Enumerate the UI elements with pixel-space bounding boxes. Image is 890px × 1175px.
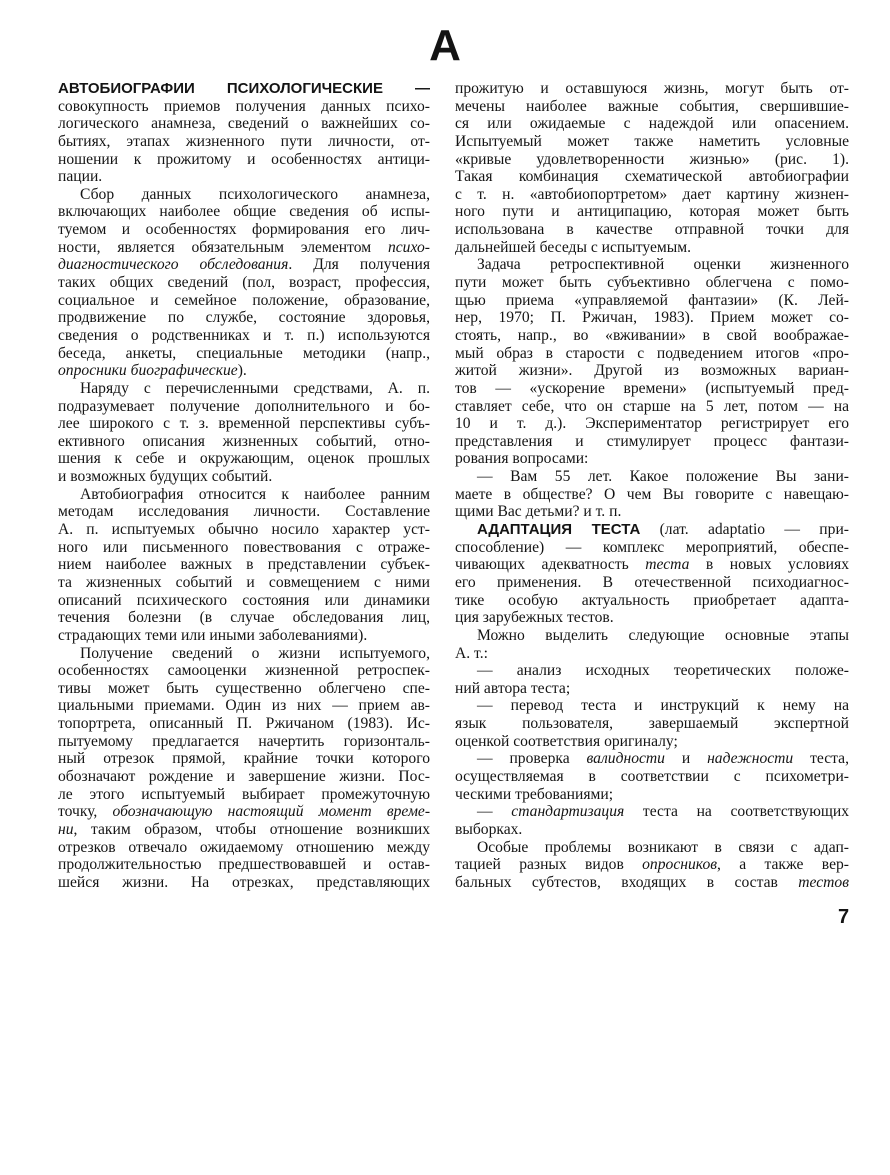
text-segment: житой жизни». Другой из возможных вариан- [455, 362, 849, 380]
entry-headword: АДАПТАЦИЯ ТЕСТА [477, 521, 641, 539]
text-line [455, 398, 849, 416]
text-segment: включающих наиболее общие сведения об испы- [58, 203, 430, 221]
text-segment: ективного описания жизненных событий, отно- [58, 432, 430, 450]
text-line [455, 645, 849, 663]
text-line [58, 486, 430, 504]
text-segment: туемом и особенностях формирования его лич- [58, 221, 430, 239]
text-segment: теста на соответствующих [624, 803, 849, 821]
text-line [58, 662, 430, 680]
text-segment: , таким образом, чтобы отношение возникших [73, 820, 430, 838]
text-line [58, 680, 430, 698]
text-segment: в новых условиях [689, 556, 849, 574]
text-segment: способление) — комплекс мероприятий, обеспе- [455, 538, 849, 556]
text-line [455, 151, 849, 169]
text-line [58, 733, 430, 751]
text-line [58, 627, 430, 645]
italic-cross-reference: ни [58, 820, 74, 838]
text-segment: течения болезни (в случае обследования лиц, [58, 609, 430, 627]
text-segment: ция зарубежных тестов. [455, 609, 614, 627]
text-line [455, 345, 849, 363]
text-segment: 10 и т. д.). Экспериментатор регистрирует его [455, 415, 849, 433]
text-line [455, 556, 849, 574]
text-line [58, 503, 430, 521]
text-line [455, 133, 849, 151]
text-segment: язык пользователя, завершаемый экспертной [455, 715, 849, 733]
text-line [58, 768, 430, 786]
text-segment: обозначают рождение и завершение жизни. Пос- [58, 767, 430, 785]
text-segment: теста, [793, 750, 849, 768]
text-line [455, 750, 849, 768]
text-segment: щью приема «управляемой фантазии» (К. Лей- [455, 291, 849, 309]
text-line [455, 609, 849, 627]
text-line [455, 115, 849, 133]
text-segment: продолжительностью предшествовавшей и остав- [58, 856, 430, 874]
text-line [58, 574, 430, 592]
text-line [58, 239, 430, 257]
text-line [58, 415, 430, 433]
text-line [58, 645, 430, 663]
text-segment: тацией разных видов [455, 856, 643, 874]
text-segment: шейся жизни. На отрезках, представляющих [58, 873, 430, 891]
text-segment: — [477, 803, 512, 821]
text-segment: ставляет себе, что он старше на 5 лет, потом — на [455, 397, 849, 415]
text-segment: ). [237, 362, 247, 380]
text-line [455, 715, 849, 733]
text-segment: шения к себе и окружающим, оценок прошлых [58, 450, 430, 468]
italic-cross-reference: надежности [707, 750, 794, 768]
text-segment: прожитую и оставшуюся жизнь, могут быть от- [455, 80, 849, 97]
text-line [58, 839, 430, 857]
text-segment: стоять, напр., во «вживании» в свой воображае- [455, 326, 849, 344]
text-segment: бытиях, этапах жизненного пути личности, от- [58, 132, 430, 150]
text-line [455, 168, 849, 186]
italic-cross-reference: психо- [387, 238, 430, 256]
text-segment: социальное и семейное положение, образование, [58, 291, 430, 309]
text-segment: Такая комбинация схематической автобиографии [455, 168, 849, 186]
text-line [455, 256, 849, 274]
text-segment: — перевод теста и инструкций к нему на [477, 697, 849, 715]
text-segment: ности, является обязательным элементом [58, 238, 388, 256]
italic-cross-reference: теста [645, 556, 690, 574]
text-segment: — анализ исходных теоретических положе- [477, 662, 849, 680]
text-segment: Автобиография относится к наиболее ранним [80, 485, 430, 503]
text-line [58, 433, 430, 451]
text-segment: та жизненных событий и совмещением с ними [58, 573, 430, 591]
text-segment: логического анамнеза, сведений о важнейших со- [58, 115, 430, 133]
text-line [455, 539, 849, 557]
text-segment: ний автора теста; [455, 679, 571, 697]
text-segment: Можно выделить следующие основные этапы [477, 626, 849, 644]
text-segment: пути может быть субъективно облегчена с помо- [455, 274, 849, 292]
text-segment: ного пути и антиципацию, которая может быть [455, 203, 849, 221]
text-segment: пации. [58, 168, 103, 186]
text-segment: сведения о родственниках и т. п.) используются [58, 326, 430, 344]
text-line [455, 662, 849, 680]
text-segment: точку, [58, 803, 113, 821]
text-segment: (лат. adaptatio — при- [640, 521, 849, 539]
text-segment: бальных субтестов, входящих в состав [455, 873, 799, 891]
section-letter-heading: А [429, 21, 461, 70]
text-segment: продвижение по службе, состояние здоровья, [58, 309, 430, 327]
text-segment: таких общих сведений (пол, возраст, профессия, [58, 274, 430, 292]
entry-headword: АВТОБИОГРАФИИ ПСИХОЛОГИЧЕСКИЕ — [58, 80, 430, 97]
text-line [455, 574, 849, 592]
text-segment: выборках. [455, 820, 523, 838]
text-segment: тов — «ускорение времени» (испытуемый пред- [455, 379, 849, 397]
text-line [455, 415, 849, 433]
text-segment: дальнейшей беседы с испытуемым. [455, 238, 691, 256]
text-line [58, 856, 430, 874]
text-line [58, 309, 430, 327]
text-segment: мечены наиболее важные события, свершившие- [455, 97, 849, 115]
text-line [455, 874, 849, 892]
text-segment: Наряду с перечисленными средствами, А. п. [80, 379, 430, 397]
text-line [455, 274, 849, 292]
text-segment: ся или ожидаемые с надеждой или опасением. [455, 115, 849, 133]
text-segment: ле этого испытуемый выбирает промежуточную [58, 785, 430, 803]
text-line [455, 433, 849, 451]
text-line [58, 750, 430, 768]
text-segment: — проверка [477, 750, 587, 768]
text-line [455, 733, 849, 751]
text-segment: лее широкого с т. з. временной перспективы субъ- [58, 415, 430, 433]
text-line [58, 168, 430, 186]
text-line [455, 697, 849, 715]
text-segment: А. т.: [455, 644, 488, 662]
text-segment: беседа, анкеты, специальные методики (напр., [58, 344, 430, 362]
text-line [58, 203, 430, 221]
text-line [58, 380, 430, 398]
italic-cross-reference: обозначающую настоящий момент време- [112, 803, 431, 821]
text-segment: совокупность приемов получения данных психо- [58, 97, 430, 115]
text-line [455, 221, 849, 239]
text-line [58, 221, 430, 239]
text-line [58, 874, 430, 892]
text-line [455, 803, 849, 821]
text-line [455, 468, 849, 486]
text-line [455, 856, 849, 874]
text-line [58, 539, 430, 557]
text-line [58, 98, 430, 116]
text-line [455, 239, 849, 257]
text-line [58, 133, 430, 151]
text-segment: нием наиболее важных в представлении субъек- [58, 556, 430, 574]
text-segment: ный отрезок прямой, крайние точки которого [58, 750, 430, 768]
text-line [58, 821, 430, 839]
text-line [455, 327, 849, 345]
text-line [58, 786, 430, 804]
text-segment: и возможных будущих событий. [58, 468, 273, 486]
text-line [455, 521, 849, 539]
text-line [455, 98, 849, 116]
text-line [455, 380, 849, 398]
text-line [58, 609, 430, 627]
text-segment: топортрета, описанный П. Ржичаном (1983). Ис- [58, 715, 430, 733]
text-line [455, 450, 849, 468]
text-segment: А. п. испытуемых обычно носило характер уст- [58, 521, 430, 539]
text-segment: щими Вас детьми? и т. п. [455, 503, 622, 521]
right-text-column [455, 80, 849, 891]
text-line [58, 556, 430, 574]
italic-cross-reference: диагностического обследования [58, 256, 289, 274]
text-line [58, 256, 430, 274]
text-segment: страдающих теми или иными заболеваниями). [58, 626, 368, 644]
text-line [455, 309, 849, 327]
text-line [455, 768, 849, 786]
text-line [455, 786, 849, 804]
text-segment: представления и стимулирует процесс фантази- [455, 432, 849, 450]
italic-cross-reference: опросники биографические [58, 362, 238, 380]
left-text-column [58, 80, 430, 891]
italic-cross-reference: опросников [642, 856, 718, 874]
text-segment: нер, 1970; П. Ржичан, 1983). Прием может со- [455, 309, 849, 327]
text-segment: и [664, 750, 708, 768]
text-segment: особенностях самооценки жизненной ретроспек- [58, 662, 430, 680]
text-segment: тике особую актуальность приобретает адапта- [455, 591, 849, 609]
text-segment: с т. н. «автобиопортретом» дает картину жизнен- [455, 185, 849, 203]
text-line [58, 521, 430, 539]
text-line [58, 80, 430, 98]
text-line [58, 468, 430, 486]
text-line [58, 186, 430, 204]
page-number: 7 [838, 906, 850, 928]
text-line [58, 345, 430, 363]
text-segment: подразумевает получение дополнительного и бо- [58, 397, 430, 415]
text-line [58, 592, 430, 610]
text-segment: описаний психического состояния или динамики [58, 591, 430, 609]
text-line [455, 839, 849, 857]
text-line [455, 362, 849, 380]
text-line [455, 203, 849, 221]
text-line [58, 697, 430, 715]
text-segment: мый образ в старости с подведением итогов «про- [455, 344, 849, 362]
text-line [455, 486, 849, 504]
text-segment: маете в обществе? О чем Вы говорите с навещаю- [455, 485, 849, 503]
italic-cross-reference: тестов [798, 873, 849, 891]
text-line [58, 803, 430, 821]
text-segment: Особые проблемы возникают в связи с адап- [477, 838, 849, 856]
text-segment: Испытуемый может также наметить условные [455, 132, 849, 150]
text-line [455, 186, 849, 204]
text-segment: Задача ретроспективной оценки жизненного [477, 256, 849, 274]
text-line [455, 821, 849, 839]
text-segment: пытуемому предлагается начертить горизонталь- [58, 732, 430, 750]
text-line [58, 274, 430, 292]
text-segment: тивы может быть существенно облегчено спе- [58, 679, 430, 697]
text-segment: рования вопросами: [455, 450, 589, 468]
text-segment: оценкой соответствия оригиналу; [455, 732, 678, 750]
text-line [58, 115, 430, 133]
text-line [455, 627, 849, 645]
text-line [58, 151, 430, 169]
text-segment: . Для получения [288, 256, 430, 274]
text-segment: чивающих адекватность [455, 556, 646, 574]
text-segment: циальными приемами. Один из них — прием ав- [58, 697, 430, 715]
text-segment: Получение сведений о жизни испытуемого, [80, 644, 430, 662]
text-segment: методам исследования личности. Составление [58, 503, 430, 521]
text-segment: ческими требованиями; [455, 785, 614, 803]
text-segment: — Вам 55 лет. Какое положение Вы зани- [477, 468, 849, 486]
text-segment: его применения. В отечественной психодиагнос- [455, 573, 849, 591]
text-segment: «кривые удовлетворенности жизнью» (рис. 1). [455, 150, 849, 168]
italic-cross-reference: стандартизация [511, 803, 625, 821]
text-line [58, 292, 430, 310]
text-segment: ного или письменного повествования с отраже- [58, 538, 430, 556]
text-line [58, 327, 430, 345]
text-segment: , а также вер- [717, 856, 849, 874]
text-segment: ношении к прожитому и особенностях антици- [58, 150, 430, 168]
text-segment: использована в качестве отправной точки для [455, 221, 849, 239]
text-line [455, 80, 849, 98]
text-segment: Сбор данных психологического анамнеза, [80, 185, 430, 203]
text-line [455, 503, 849, 521]
text-line [58, 398, 430, 416]
text-line [455, 680, 849, 698]
text-segment: осуществляемая в соответствии с психометри- [455, 767, 849, 785]
text-segment: отрезков отвечало ожидаемому отношению между [58, 838, 430, 856]
text-line [58, 715, 430, 733]
text-line [58, 362, 430, 380]
italic-cross-reference: валидности [586, 750, 665, 768]
text-line [58, 450, 430, 468]
text-line [455, 292, 849, 310]
text-line [455, 592, 849, 610]
